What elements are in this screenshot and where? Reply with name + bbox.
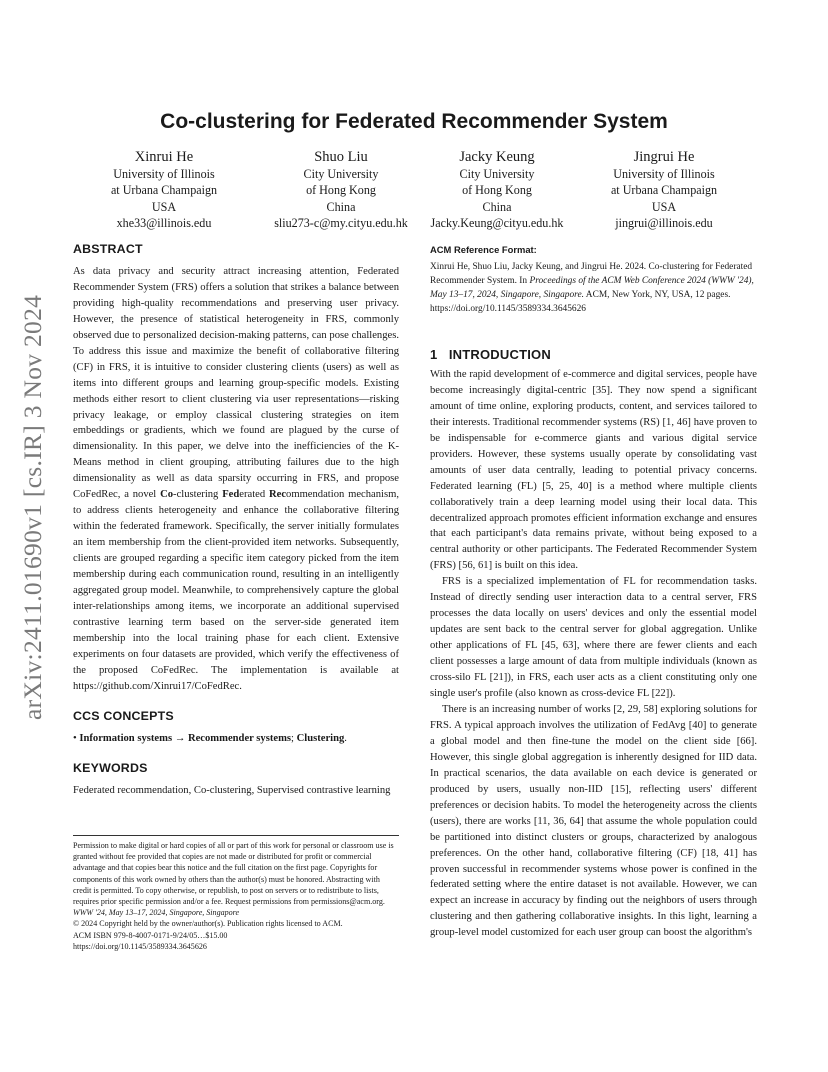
- author-email[interactable]: jingrui@illinois.edu: [615, 215, 713, 230]
- abstract-text: [73, 264, 399, 695]
- author-affiliation: City University: [303, 167, 379, 181]
- bullet: •: [73, 732, 77, 744]
- author-affiliation: University of Illinois: [613, 167, 715, 181]
- author-email[interactable]: xhe33@illinois.edu: [116, 215, 212, 230]
- author-affiliation: at Urbana Champaign: [110, 183, 218, 198]
- venue-line: [73, 907, 399, 918]
- acm-ref-part: Xinrui He, Shuo Liu, Jacky Keung, and Jingrui He. 2024. Co-clustering for Federated Recommender System. In: [430, 261, 753, 286]
- intro-paragraph-1: With the rapid development of e-commerce and digital services, people have become increasingly digital-centric [35]. They now spend a significant amount of time online, exploring products, content, and services tailored to their interests. Traditional recommender systems (RS) [1, 46] have proven to be indispensable for e-commerce giants and various digital service providers. However, these systems usually operate by consolidating vast amounts of user data centrally, leading to potential privacy concerns. Federated learning (FL) [5, 25, 40] is a method where multiple clients collaboratively train a deep learning model using their local data. This decentralized approach promotes efficient information exchange and ensures that each participant's data remains private, without being exposed to a central authority or other participants. The Federated Recommender System (FRS) [56, 61] is built on this idea.: [430, 368, 757, 572]
- permission-text: Permission to make digital or hard copies of all or part of this work for personal or classroom use is granted without fee provided that copies are not made or distributed for profit or commercial advantage and that copies bear this notice and the full citation on the first page. Copyrights for components of this work owned by others than the author(s) must be honored. Abstracting with credit is permitted. To copy otherwise, or republish, to post on servers or to redistribute to lists, requires prior specific permission and/or a fee. Request permissions from permissions@acm.org.: [73, 841, 394, 907]
- abstract-text-part: to address clients heterogeneity and enhance the collaborative filtering within the federated framework. Specifically, the server initially formulates an item membership from the client-provided item networks. Subsequently, clients are grouped regarding a specific item category picked from the item membership during each communication round, resulting in an intelligently aggregated group model. Meanwhile, to comprehensively capture the global inter-relationships among items, we incorporate an additional supervised contrastive learning term based on the server-side generated item membership into the local training phase for each client. Extensive experiments on four datasets are provided, which verify the effectiveness of the proposed CoFedRec. The implementation is available at https://github.com/Xinrui17/CoFedRec.: [73, 505, 399, 692]
- author-block-4: [564, 148, 764, 231]
- author-name: Jacky Keung: [459, 149, 535, 165]
- acm-reference-block: [430, 242, 757, 316]
- permission-notice: [73, 835, 399, 952]
- acm-ref-part: ACM, New York, NY, USA, 12 pages. https://doi.org/10.1145/3589334.3645626: [430, 289, 731, 314]
- name-part: -clustering: [173, 489, 223, 501]
- intro-paragraph-2: FRS is a specialized implementation of FL for recommendation tasks. Instead of directly sending user interaction data to a central server, FRS processes the data locally on users' devices and only the essential model updates are sent back to the central server for global aggregation. Unlike other applications of FL [45, 63], where there are fewer clients and each client possesses a large amount of data from multiple individuals (known as cross-silo FL [21]), in FRS, each user acts as a client constituting only one single user's profile (also known as cross-device FL [22]).: [430, 576, 757, 700]
- name-highlight: Fed: [222, 489, 240, 501]
- paper-title: Co-clustering for Federated Recommender System: [160, 110, 668, 133]
- author-affiliation: of Hong Kong: [462, 183, 532, 198]
- name-highlight: Co: [160, 489, 174, 501]
- ccs-concept: Information systems → Recommender systems: [79, 732, 292, 744]
- author-name: Xinrui He: [134, 149, 194, 165]
- author-country: USA: [651, 199, 677, 214]
- author-affiliation: of Hong Kong: [306, 183, 376, 198]
- copyright-line: © 2024 Copyright held by the owner/author(s). Publication rights licensed to ACM.: [73, 919, 343, 929]
- left-column: [73, 242, 399, 799]
- keywords-heading: KEYWORDS: [73, 760, 148, 775]
- acm-ref-proceedings: Proceedings of the ACM Web Conference 2024 (WWW '24), May 13–17, 2024, Singapore, Singapore.: [430, 275, 754, 300]
- introduction-section: [430, 347, 757, 941]
- author-country: USA: [151, 199, 177, 214]
- author-name: Shuo Liu: [314, 149, 368, 165]
- name-part: ommendation mechanism,: [286, 489, 400, 501]
- name-part: erated: [239, 489, 269, 501]
- ccs-item: [73, 731, 399, 747]
- author-country: China: [326, 199, 356, 214]
- author-affiliation: City University: [459, 167, 535, 181]
- author-email[interactable]: Jacky.Keung@cityu.edu.hk: [430, 215, 564, 230]
- ccs-concept: Clustering: [296, 732, 345, 744]
- separator: ;: [291, 732, 297, 744]
- keywords-text: Federated recommendation, Co-clustering, Supervised contrastive learning: [73, 784, 391, 796]
- introduction-heading: 1 INTRODUCTION: [430, 347, 551, 362]
- abstract-text-part: As data privacy and security attract increasing attention, Federated Recommender System (FRS) offers a solution that strikes a balance between providing high-quality recommendations and preserving user privacy. However, the presence of statistical heterogeneity in FRS, commonly observed due to personalized decision-making patterns, can pose challenges. To address this issue and maximize the benefit of collaborative filtering (CF) in FRS, it is intuitive to consider clustering clients (users) as well as items into different groups and learning group-specific models. Existing methods either resort to client clustering via user representations—risking privacy leakage, or employ classical clustering strategies on item embeddings or gradients, which we found are plagued by the curse of dimensionality. In this paper, we delve into the inefficiencies of the K-Means method in client grouping, attributing failures due to the high dimensionality as well as data sparsity occurring in FRS, and propose CoFedRec, a novel: [73, 265, 399, 501]
- period: .: [344, 732, 347, 744]
- name-highlight: Rec: [268, 489, 287, 501]
- author-affiliation: University of Illinois: [113, 167, 215, 181]
- author-country: China: [482, 199, 512, 214]
- doi-link[interactable]: https://doi.org/10.1145/3589334.3645626: [73, 941, 207, 951]
- ccs-heading: CCS CONCEPTS: [73, 708, 174, 723]
- author-name: Jingrui He: [633, 149, 695, 165]
- arxiv-identifier[interactable]: arXiv:2411.01690v1 [cs.IR] 3 Nov 2024: [18, 294, 47, 720]
- venue-text: WWW '24, May 13–17, 2024, Singapore, Singapore: [73, 908, 240, 918]
- abstract-heading: ABSTRACT: [73, 242, 143, 256]
- isbn-line: ACM ISBN 979-8-4007-0171-9/24/05…$15.00: [73, 930, 228, 940]
- author-affiliation: at Urbana Champaign: [610, 183, 718, 198]
- author-block-1: [64, 148, 264, 231]
- acm-reference-text: [430, 260, 757, 316]
- acm-reference-heading: ACM Reference Format:: [430, 244, 537, 255]
- author-email[interactable]: sliu273-c@my.cityu.edu.hk: [274, 215, 408, 230]
- intro-paragraph-3: There is an increasing number of works [2, 29, 58] exploring solutions for FRS. A typical approach involves the utilization of FedAvg [40] to generate a global model and then fine-tune the model on the client side [66]. However, this single global aggregation is inherently designed for IID data. In practical scenarios, the data available on each device is generated or produced by users, usually non-IID [15], reflecting users' different preferences or decision habits. To model the heterogeneity across the clients (users), there are works [11, 36, 64] that assume the whole population could be partitioned into distinct clusters or groups, characterized by analogous preferences. On the other hand, collaborative filtering (CF) [18, 41] has proven successful in recommender systems whose power is confined in the federated setting where the entire dataset is not available. However, we can expect an increase in accuracy by finding out the neighbors of users through clustering and then gathering collaborative insights. In this light, learning a group-level model customized for each user group can boost the algorithm's: [430, 703, 757, 939]
